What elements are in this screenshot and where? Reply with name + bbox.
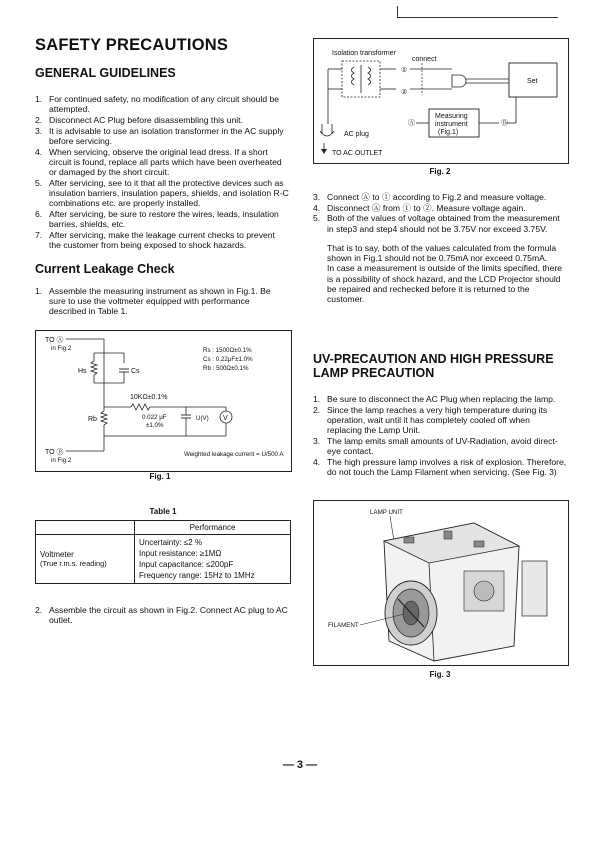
fig1-caption: Fig. 1 — [149, 472, 171, 481]
current-leakage-heading: Current Leakage Check — [35, 262, 175, 276]
fig3-lamp-unit-label: LAMP UNIT — [370, 509, 403, 516]
check-step-item-number: 4. — [313, 202, 321, 213]
steps-extra — [327, 243, 567, 304]
steps-extra-formula: That is to say, both of the values calculated from the formula shown in Fig.1 should not be 0.75mA nor exceed 0.75mA. — [327, 243, 557, 264]
uv-precaution-heading: UV-PRECAUTION AND HIGH PRESSURE LAMP PRECAUTION — [313, 352, 554, 380]
fig1-circuit — [36, 331, 291, 471]
table1-header: Performance — [135, 521, 291, 535]
fig1-rs-spec: Rs : 1500Ω±0.1% — [203, 347, 252, 354]
fig2-ac-plug-label: AC plug — [344, 131, 369, 138]
fig3-filament-label: FILAMENT — [328, 622, 359, 629]
leakage-step-item-number: 1. — [35, 286, 43, 296]
fig1-rb-label: Rb — [88, 416, 97, 423]
table1-voltmeter-sub: (True r.m.s. reading) — [40, 559, 107, 568]
check-step-item-text: Both of the values of voltage obtained from the measurement in step3 and step4 should not be 3.75V nor exceed 3.75V. — [327, 213, 560, 234]
fig2-set-label: Set — [527, 78, 538, 85]
steps-extra-limits: In case a measurement is outside of the limits specified, there is a possibility of shock hazard, and the LCD Projector should be repaired and rechecked before it is returned to the customer. — [327, 263, 563, 305]
check-step-item — [313, 213, 567, 233]
fig1-frame — [35, 330, 292, 472]
table1-spec-frequency: Frequency range: 15Hz to 1MHz — [139, 571, 255, 580]
fig2-point-1: ① — [401, 67, 408, 74]
leakage-list-step2 — [35, 605, 289, 626]
fig1-cap-value: 0.022 μF — [142, 414, 167, 421]
general-guideline-item-text: For continued safety, no modification of any circuit should be attempted. — [49, 94, 280, 115]
general-guideline-item — [35, 126, 289, 146]
general-guideline-item-number: 4. — [35, 146, 43, 157]
general-guideline-item — [35, 178, 289, 209]
general-guideline-item-number: 6. — [35, 208, 43, 219]
leakage-step-item-text: Assemble the measuring instrument as shown in Fig.1. Be sure to use the voltmeter equipped with performance described in Table 1. — [49, 286, 271, 317]
leakage-step-item — [35, 605, 289, 625]
check-step-item — [313, 203, 567, 213]
general-guideline-item-number: 2. — [35, 114, 43, 125]
fig1-to-a: TO Ⓐ — [45, 337, 64, 344]
fig2-point-a: Ⓐ — [408, 120, 415, 127]
uv-precaution-item — [313, 457, 567, 477]
table1-voltmeter: Voltmeter — [40, 550, 74, 559]
header-rule-tick — [397, 6, 398, 18]
general-guideline-item-text: After servicing, be sure to restore the wires, leads, insulation barries, shields, etc. — [49, 208, 279, 229]
check-step-item-text: Connect Ⓐ to ① according to Fig.2 and measure voltage. — [327, 192, 547, 202]
header-rule — [398, 17, 558, 18]
uv-precaution-item-text: The lamp emits small amounts of UV-Radiation, avoid direct-eye contact. — [327, 435, 558, 457]
fig1-to-b: TO Ⓑ — [45, 449, 64, 456]
general-guideline-item — [35, 94, 289, 114]
fig2-ac-outlet-label: TO AC OUTLET — [332, 150, 383, 157]
general-guideline-item-number: 7. — [35, 229, 43, 240]
leakage-step-item — [35, 286, 289, 317]
general-guidelines-heading: GENERAL GUIDELINES — [35, 66, 176, 80]
uv-precaution-item-number: 2. — [313, 404, 321, 415]
uv-precaution-item-text: The high pressure lamp involves a risk of explosion. Therefore, do not touch the Lamp Filament when servicing. (See Fig. 3) — [327, 456, 567, 477]
table1 — [35, 520, 291, 584]
check-step-item-text: Disconnect Ⓐ from ① to ②. Measure voltage again. — [327, 202, 526, 213]
leakage-step-item-text: Assemble the circuit as shown in Fig.2. Connect AC plug to AC outlet. — [49, 605, 288, 626]
leakage-list — [35, 286, 289, 317]
general-guideline-item-text: When servicing, observe the original lead dress. If a short circuit is found, replace all parts which have been overheated or damaged by the short circuit. — [49, 146, 282, 177]
uv-precaution-item-number: 4. — [313, 456, 321, 467]
fig2-isolation-label: Isolation transformer — [332, 50, 396, 57]
general-guideline-item-number: 1. — [35, 94, 43, 104]
general-guidelines-list — [35, 94, 289, 251]
fig2-measuring-label: Measuring — [435, 113, 468, 120]
uv-precaution-list — [313, 394, 567, 478]
fig2-fig1-ref: (Fig.1) — [438, 129, 459, 136]
uv-precaution-item-number: 3. — [313, 435, 321, 446]
general-guideline-item-text: Disconnect AC Plug before disassembling this unit. — [49, 114, 243, 125]
fig3-caption: Fig. 3 — [429, 670, 451, 679]
check-step-item-number: 3. — [313, 192, 321, 202]
fig3-lamp-unit-illustration — [314, 501, 568, 665]
leakage-step-item-number: 2. — [35, 605, 43, 615]
fig3-frame — [313, 500, 569, 666]
fig1-cs-spec: Cs : 0.22μF±1.0% — [203, 356, 253, 363]
fig2-connect-label: connect — [412, 56, 437, 63]
table1-spec-capacitance: Input capacitance: ≤200pF — [139, 560, 234, 569]
table1-empty-corner — [36, 521, 135, 535]
general-guideline-item — [35, 230, 289, 250]
fig2-circuit — [314, 39, 568, 163]
table1-specs — [135, 535, 291, 584]
uv-precaution-item — [313, 394, 567, 404]
fig1-hs-label: Hs — [78, 368, 87, 375]
fig1-rb-spec: Rb : 500Ω±0.1% — [203, 365, 249, 372]
fig2-frame — [313, 38, 569, 164]
table1-caption: Table 1 — [149, 507, 177, 516]
fig2-caption: Fig. 2 — [429, 167, 451, 176]
fig1-in-fig2-a: in Fig.2 — [51, 345, 72, 352]
fig1-cs-label: Cs — [131, 368, 140, 375]
general-guideline-item-text: It is advisable to use an isolation transformer in the AC supply before servicing. — [49, 125, 284, 146]
fig2-instrument-label: instrument — [435, 121, 468, 128]
uv-precaution-item — [313, 436, 567, 456]
uv-precaution-item — [313, 405, 567, 436]
fig2-point-2: ② — [401, 89, 408, 96]
general-guideline-item-number: 3. — [35, 125, 43, 136]
steps-list — [313, 192, 567, 234]
general-guideline-item-text: After servicing, make the leakage current checks to prevent the customer from being exposed to shock hazards. — [49, 229, 275, 250]
general-guideline-item — [35, 115, 289, 125]
fig1-in-fig2-b: in Fig.2 — [51, 457, 72, 464]
fig1-weighted-formula: Weighted leakage current = U/500 A — [184, 451, 284, 458]
uv-precaution-item-number: 1. — [313, 394, 321, 404]
page-number: — 3 — — [282, 759, 318, 771]
general-guideline-item-number: 5. — [35, 177, 43, 188]
fig1-uv-label: U(V) — [196, 415, 209, 422]
table1-spec-resistance: Input resistance: ≥1MΩ — [139, 549, 222, 558]
check-step-item-number: 5. — [313, 213, 321, 224]
general-guideline-item — [35, 147, 289, 178]
check-step-item — [313, 192, 567, 202]
table1-row-label — [36, 535, 135, 584]
fig1-cap-tol: ±1.0% — [146, 422, 164, 429]
general-guideline-item — [35, 209, 289, 229]
fig1-res-10k: 10KΩ±0.1% — [130, 394, 168, 401]
page-title: SAFETY PRECAUTIONS — [35, 36, 229, 54]
general-guideline-item-text: After servicing, see to it that all the protective devices such as insulation barriers, insulation papers, shields, and isolation R-C combinations etc. are properly installed. — [49, 177, 289, 209]
uv-precaution-item-text: Since the lamp reaches a very high temperature during its operation, wait until it has completely cooled off when replacing the Lamp Unit. — [327, 404, 548, 436]
fig1-v-label: V — [223, 415, 228, 422]
uv-precaution-item-text: Be sure to disconnect the AC Plug when replacing the lamp. — [327, 394, 556, 404]
table1-spec-uncertainty: Uncertainty: ≤2 % — [139, 538, 203, 547]
fig2-point-b: Ⓑ — [501, 120, 508, 127]
